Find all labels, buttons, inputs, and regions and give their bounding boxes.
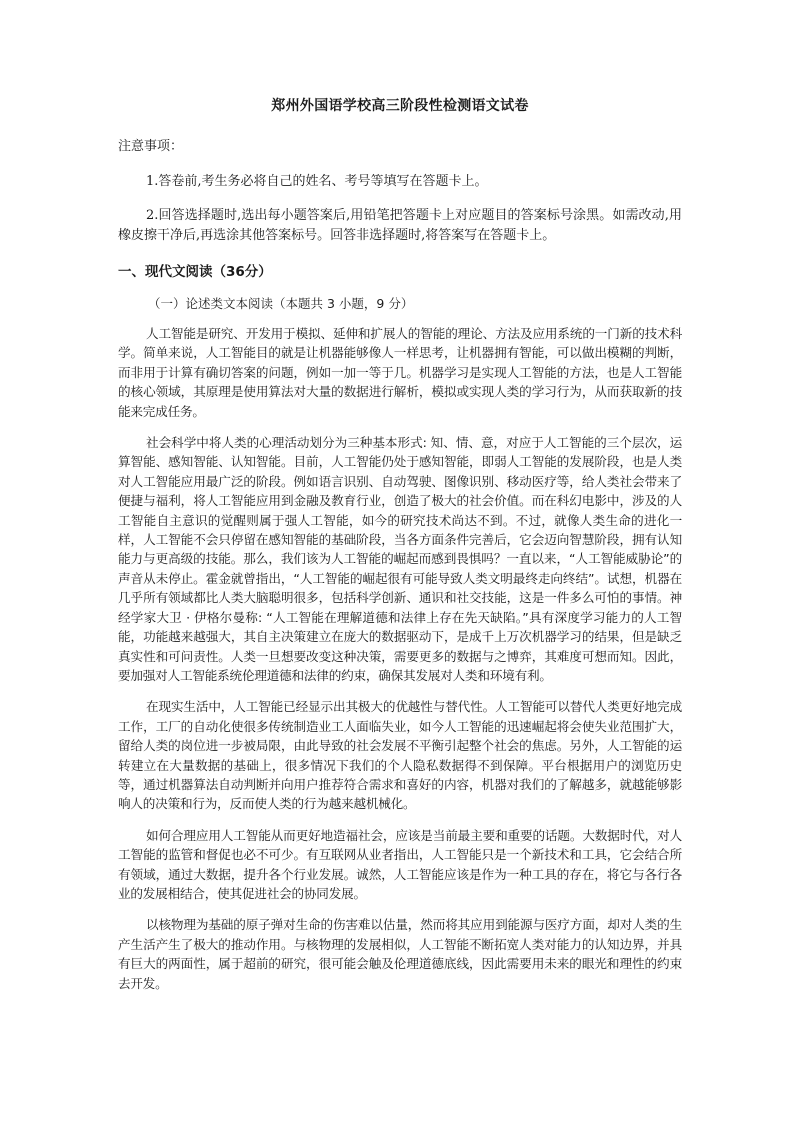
subsection-heading: （一）论述类文本阅读（本题共 3 小题，9 分） [148,296,414,311]
notice-item-2: 2.回答选择题时,选出每小题答案后,用铅笔把答题卡上对应题目的答案标号涂黑。如需改动,用橡皮擦干净后,再选涂其他答案标号。回答非选择题时,将答案写在答题卡上。 [118,208,682,243]
paragraph-1: 人工智能是研究、开发用于模拟、延伸和扩展人的智能的理论、方法及应用系统的一门新的技术科学。简单来说，人工智能目的就是让机器能够像人一样思考，让机器拥有智能，可以做出模糊的判断，而非用于计算有确切答案的问题，例如一加一等于几。机器学习是实现人工智能的方法，也是人工智能的核心领域，其原理是使用算法对大量的数据进行解析，模拟或实现人类的学习行为，从而获取新的技能来完成任务。 [118,326,682,419]
paragraph-4: 如何合理应用人工智能从而更好地造福社会，应该是当前最主要和重要的话题。大数据时代，对人工智能的监管和督促也必不可少。有互联网从业者指出，人工智能只是一个新技术和工具，它会结合所有领域，通过大数据，提升各个行业发展。诚然，人工智能应该是作为一种工具的存在，将它与各行各业的发展相结合，使其促进社会的协同发展。 [118,827,682,901]
paragraph-2: 社会科学中将人类的心理活动划分为三种基本形式: 知、情、意，对应于人工智能的三个层次，运算智能、感知智能、认知智能。目前，人工智能仍处于感知智能，即弱人工智能的发展阶段，也是人类对人工智能应用最广泛的阶段。例如语言识别、自动驾驶、图像识别、移动医疗等，给人类社会带来了便捷与福利，将人工智能应用到金融及教育行业，创造了极大的社会价值。而在科幻电影中，涉及的人工智能自主意识的觉醒则属于强人工智能，如今的研究技术尚达不到。不过，就像人类生命的进化一样，人工智能不会只停留在感知智能的基础阶段，当各方面条件完善后，它会迈向智慧阶段，拥有认知能力与更高级的技能。那么，我们该为人工智能的崛起而感到畏惧吗？一直以来，“人工智能威胁论”的声音从未停止。霍金就曾指出，“人工智能的崛起很有可能导致人类文明最终走向终结”。试想，机器在几乎所有领域都比人类大脑聪明很多，包括科学创新、通识和社交技能，这是一件多么可怕的事情。神经学家大卫 · 伊格尔曼称: “人工智能在理解道德和法律上存在先天缺陷。”具有深度学习能力的人工智能，功能越来越强大，其自主决策建立在庞大的数据驱动下，是成千上万次机器学习的结果，但是缺乏真实性和可问责性。人类一旦想要改变这种决策，需要更多的数据与之博弈，其难度可想而知。因此，要加强对人工智能系统伦理道德和法律的约束，确保其发展对人类和环境有利。 [118,435,682,683]
paragraph-5: 以核物理为基础的原子弹对生命的伤害难以估量，然而将其应用到能源与医疗方面，却对人类的生产生活产生了极大的推动作用。与核物理的发展相似，人工智能不断拓宽人类对能力的认知边界，并具有巨大的两面性，属于超前的研究，很可能会触及伦理道德底线，因此需要用未来的眼光和理性的约束去开发。 [118,917,682,991]
paragraph-3: 在现实生活中，人工智能已经显示出其极大的优越性与替代性。人工智能可以替代人类更好地完成工作，工厂的自动化使很多传统制造业工人面临失业，如今人工智能的迅速崛起将会使失业范围扩大，留给人类的岗位进一步被局限，由此导致的社会发展不平衡引起整个社会的焦虑。另外，人工智能的运转建立在大量数据的基础上，很多情况下我们的个人隐私数据得不到保障。平台根据用户的浏览历史等，通过机器算法自动判断并向用户推荐符合需求和喜好的内容，机器对我们的了解越多，就越能够影响人的决策和行为，反而使人类的行为越来越机械化。 [118,699,682,812]
notice-item-1: 1.答卷前,考生务必将自己的姓名、考号等填写在答题卡上。 [146,174,488,189]
section-heading: 一、现代文阅读（36分） [118,264,272,280]
exam-title: 郑州外国语学校高三阶段性检测语文试卷 [271,98,529,114]
notice-heading: 注意事项： [118,139,184,154]
